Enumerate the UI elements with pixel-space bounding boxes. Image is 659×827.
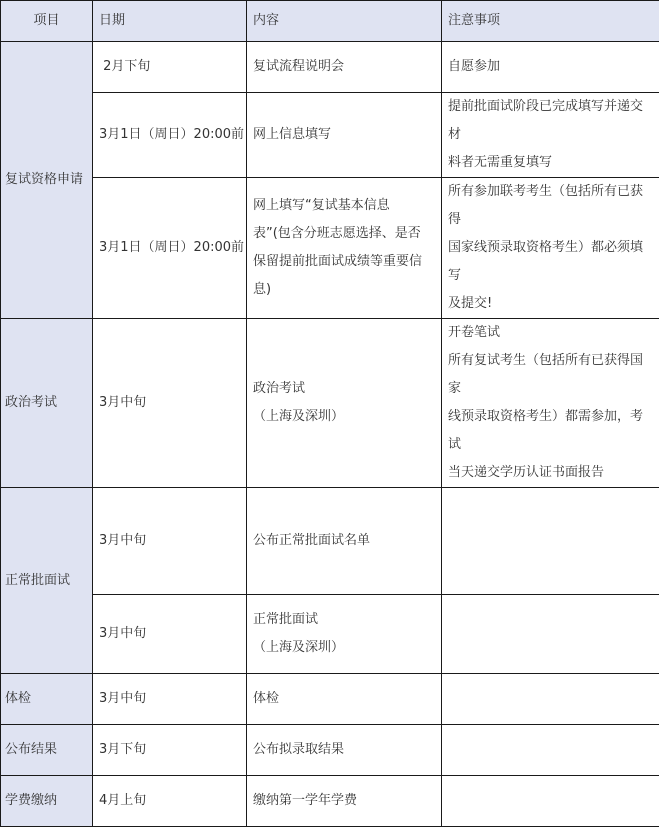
content-cell: 体检 (247, 674, 442, 725)
item-cell: 正常批面试 (1, 488, 93, 674)
header-notes: 注意事项 (442, 1, 659, 42)
item-cell: 体检 (1, 674, 93, 725)
date-cell: 3月中旬 (93, 488, 247, 595)
content-cell: 公布拟录取结果 (247, 725, 442, 776)
date-cell: 3月下旬 (93, 725, 247, 776)
content-cell: 网上信息填写 (247, 93, 442, 178)
notes-cell (442, 595, 659, 674)
header-content: 内容 (247, 1, 442, 42)
date-cell: 3月1日（周日）20:00前 (93, 93, 247, 178)
date-cell: 3月中旬 (93, 319, 247, 488)
notes-cell (442, 725, 659, 776)
table-row (1, 725, 659, 776)
content-cell: 政治考试 （上海及深圳） (247, 319, 442, 488)
table-row (1, 488, 659, 595)
content-cell: 网上填写“复试基本信息 表”(包含分班志愿选择、是否 保留提前批面试成绩等重要信 息) (247, 178, 442, 319)
date-cell: 3月中旬 (93, 595, 247, 674)
date-cell: 4月上旬 (93, 776, 247, 827)
content-cell: 复试流程说明会 (247, 42, 442, 93)
item-cell: 政治考试 (1, 319, 93, 488)
header-row (1, 1, 659, 42)
table-row (1, 42, 659, 93)
item-cell: 公布结果 (1, 725, 93, 776)
header-item: 项目 (1, 1, 93, 42)
notes-cell (442, 674, 659, 725)
header-date: 日期 (93, 1, 247, 42)
content-cell: 公布正常批面试名单 (247, 488, 442, 595)
table-row (1, 319, 659, 488)
content-cell: 正常批面试 （上海及深圳） (247, 595, 442, 674)
table-row (1, 674, 659, 725)
notes-cell (442, 488, 659, 595)
table-row (1, 776, 659, 827)
date-cell: 3月1日（周日）20:00前 (93, 178, 247, 319)
table-row (1, 93, 659, 178)
notes-cell: 自愿参加 (442, 42, 659, 93)
date-cell: 2月下旬 (93, 42, 247, 93)
notes-cell: 开卷笔试 所有复试考生（包括所有已获得国家 线预录取资格考生）都需参加，考试 当天递交学历认证书面报告 (442, 319, 659, 488)
item-cell: 复试资格申请 (1, 42, 93, 319)
notes-cell: 所有参加联考考生（包括所有已获得 国家线预录取资格考生）都必须填写 及提交! (442, 178, 659, 319)
notes-cell (442, 776, 659, 827)
table-row (1, 178, 659, 319)
date-cell: 3月中旬 (93, 674, 247, 725)
table-row (1, 595, 659, 674)
item-cell: 学费缴纳 (1, 776, 93, 827)
content-cell: 缴纳第一学年学费 (247, 776, 442, 827)
notes-cell: 提前批面试阶段已完成填写并递交材 料者无需重复填写 (442, 93, 659, 178)
